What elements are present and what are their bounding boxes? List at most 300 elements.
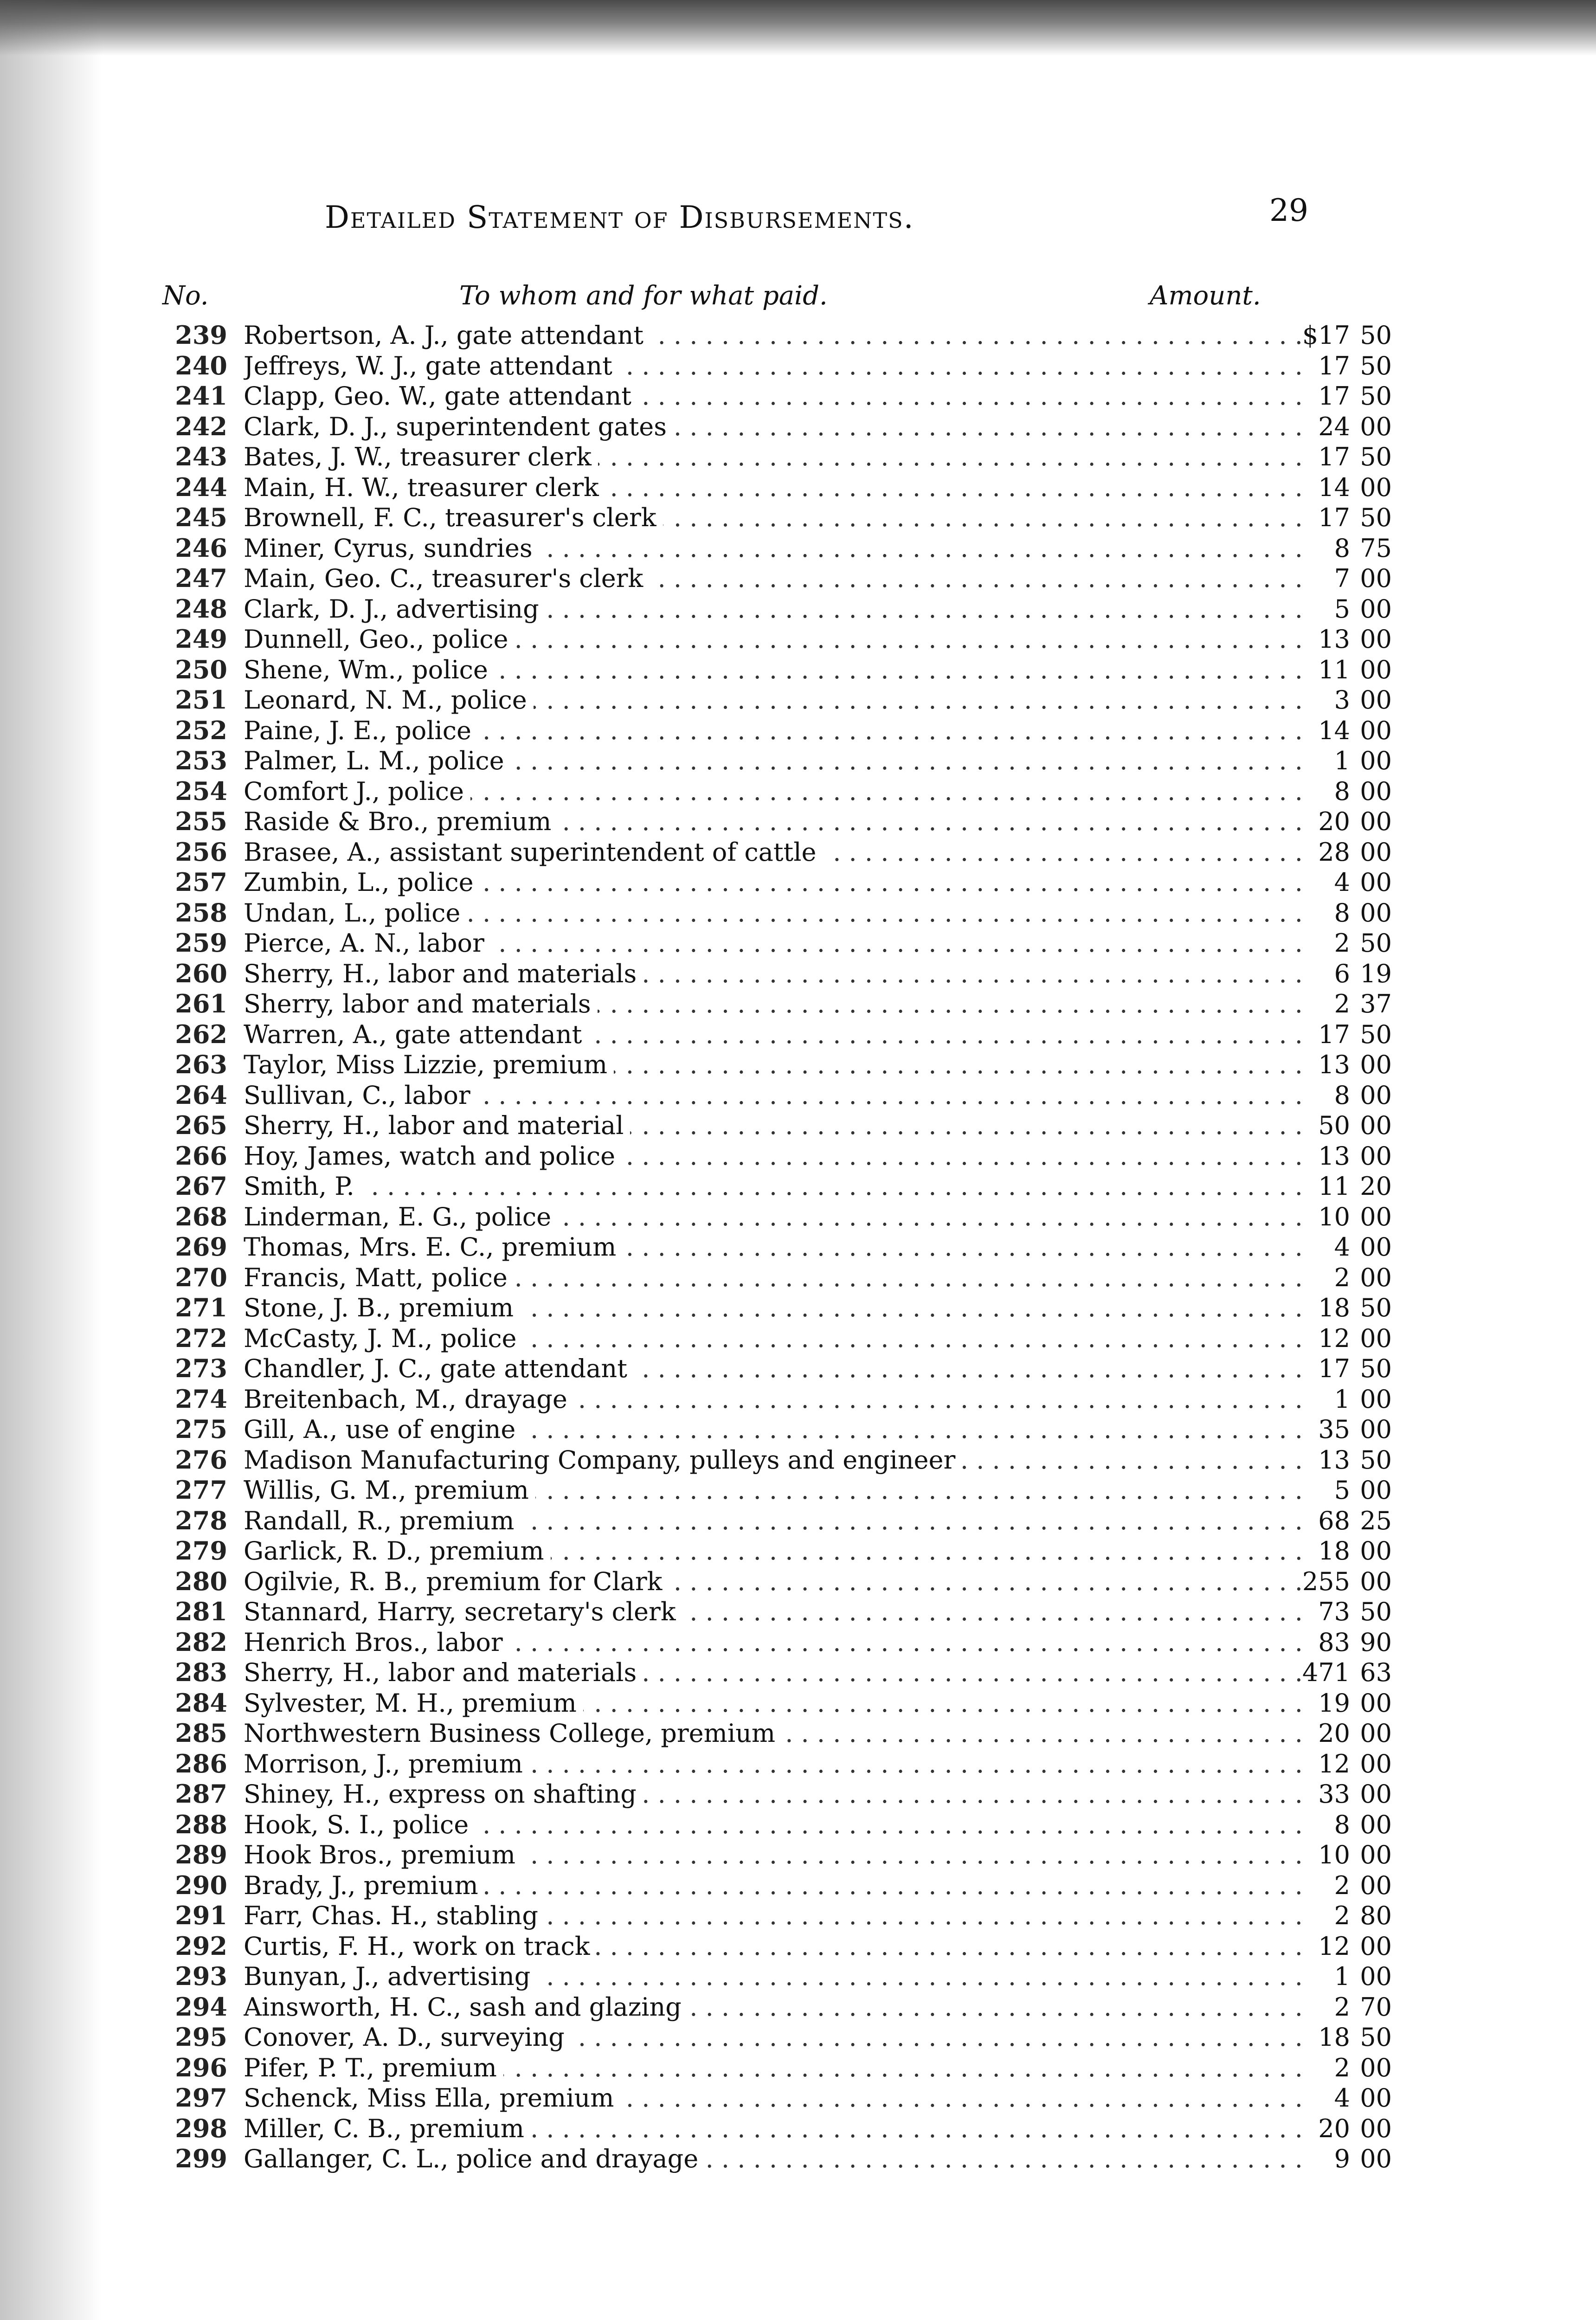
amount-dollars: 3 [1334, 685, 1350, 715]
amount [1267, 1445, 1392, 1476]
amount-cents: 00 [1360, 1536, 1392, 1566]
voucher-number: 255 [175, 806, 227, 836]
amount-dollars: 8 [1334, 533, 1350, 563]
amount-cents: 00 [1360, 1263, 1392, 1292]
table-row [158, 1597, 1392, 1627]
voucher-number: 242 [175, 411, 227, 441]
payee-description [244, 2022, 1306, 2053]
table-row [158, 350, 1392, 381]
amount-cents: 00 [1360, 1749, 1392, 1779]
table-row [158, 2083, 1392, 2114]
table-row [158, 1627, 1392, 1658]
voucher-number: 279 [175, 1536, 227, 1566]
voucher-number: 245 [175, 503, 227, 532]
voucher-number: 297 [175, 2083, 227, 2113]
payee-description [244, 2053, 1306, 2083]
payee-description [244, 685, 1306, 715]
amount-dollars: 9 [1334, 2144, 1350, 2173]
table-row [158, 624, 1392, 655]
payee-text: Miller, C. B., premium [244, 2114, 531, 2143]
voucher-number: 240 [175, 350, 227, 380]
amount-cents: 00 [1360, 1111, 1392, 1140]
payee-text: Hoy, James, watch and police [244, 1141, 622, 1171]
payee-description [244, 1475, 1306, 1506]
amount-dollars: 17 [1318, 503, 1350, 532]
payee-description [244, 1110, 1306, 1141]
amount-dollars: 10 [1318, 1202, 1350, 1231]
amount-cents: 00 [1360, 1232, 1392, 1262]
amount-dollars: 1 [1334, 1384, 1350, 1414]
voucher-number: 248 [175, 593, 227, 624]
voucher-number: 239 [175, 320, 227, 350]
voucher-number: 299 [175, 2144, 227, 2173]
payee-description [244, 1931, 1306, 1962]
amount-cents: 00 [1360, 1962, 1392, 1991]
amount-dollars: 14 [1318, 715, 1350, 745]
table-row [158, 1019, 1392, 1050]
voucher-number: 267 [175, 1171, 227, 1201]
payee-text: Gill, A., use of engine [244, 1415, 522, 1444]
amount-dollars: 10 [1318, 1840, 1350, 1869]
payee-text: Main, H. W., treasurer clerk [244, 473, 605, 502]
amount [1267, 563, 1392, 594]
amount-dollars: 12 [1318, 1749, 1350, 1779]
table-row [158, 411, 1392, 442]
amount [1267, 1323, 1392, 1354]
amount-cents: 50 [1360, 928, 1392, 958]
table-row [158, 563, 1392, 594]
payee-description [244, 442, 1306, 472]
voucher-number: 250 [175, 654, 227, 684]
amount-dollars: 11 [1318, 1172, 1350, 1201]
payee-text: Comfort J., police [244, 777, 470, 806]
payee-description [244, 533, 1306, 564]
voucher-number: 243 [175, 442, 227, 471]
amount-dollars: 18 [1318, 1293, 1350, 1322]
amount-dollars: 12 [1318, 1323, 1350, 1353]
amount-cents: 00 [1360, 685, 1392, 715]
amount [1267, 2083, 1392, 2114]
voucher-number: 268 [175, 1201, 227, 1231]
payee-text: Taylor, Miss Lizzie, premium [244, 1050, 614, 1079]
voucher-number: 258 [175, 897, 227, 928]
table-row [158, 1353, 1392, 1384]
voucher-number: 292 [175, 1931, 227, 1961]
amount-cents: 00 [1360, 1688, 1392, 1718]
amount-dollars: $17 [1302, 321, 1350, 350]
amount-dollars: 13 [1318, 1141, 1350, 1171]
table-row [158, 2113, 1392, 2144]
amount-cents: 90 [1360, 1627, 1392, 1657]
amount-dollars: 6 [1334, 959, 1350, 988]
payee-text: Clark, D. J., advertising [244, 594, 546, 624]
voucher-number: 241 [175, 381, 227, 411]
payee-description [244, 563, 1306, 594]
amount-dollars: 20 [1318, 1719, 1350, 1748]
amount-dollars: 8 [1334, 776, 1350, 806]
payee-description [244, 1657, 1306, 1688]
column-header-description: To whom and for what paid. [459, 281, 828, 311]
amount-cents: 00 [1360, 898, 1392, 928]
amount-dollars: 1 [1334, 746, 1350, 775]
amount [1267, 928, 1392, 959]
amount [1267, 594, 1392, 625]
payee-description [244, 715, 1306, 746]
amount [1267, 806, 1392, 837]
payee-description [244, 472, 1306, 503]
table-row [158, 1931, 1392, 1962]
page-header [325, 193, 1308, 248]
table-row [158, 1991, 1392, 2023]
payee-description [244, 1323, 1306, 1354]
payee-text: Raside & Bro., premium [244, 807, 558, 836]
amount [1267, 1506, 1392, 1536]
amount [1267, 1901, 1392, 1931]
amount-cents: 00 [1360, 2053, 1392, 2082]
payee-text: Undan, L., police [244, 898, 467, 928]
payee-description [244, 1506, 1306, 1536]
payee-text: Chandler, J. C., gate attendant [244, 1354, 634, 1383]
payee-description [244, 1536, 1306, 1566]
voucher-number: 266 [175, 1141, 227, 1171]
amount-dollars: 50 [1318, 1111, 1350, 1140]
table-row [158, 1505, 1392, 1536]
amount-cents: 63 [1360, 1658, 1392, 1687]
amount-cents: 00 [1360, 868, 1392, 897]
amount [1267, 2144, 1392, 2174]
voucher-number: 269 [175, 1232, 227, 1262]
amount-cents: 19 [1360, 959, 1392, 988]
scan-edge-top [0, 0, 1596, 56]
payee-description [244, 1597, 1306, 1627]
amount-dollars: 2 [1334, 1870, 1350, 1900]
amount-dollars: 13 [1318, 1445, 1350, 1475]
payee-description [244, 381, 1306, 412]
table-row [158, 1444, 1392, 1476]
table-row [158, 503, 1392, 533]
table-row [158, 837, 1392, 868]
payee-text: Gallanger, C. L., police and drayage [244, 2144, 705, 2173]
payee-text: Jeffreys, W. J., gate attendant [244, 351, 619, 380]
voucher-number: 278 [175, 1505, 227, 1535]
payee-description [244, 2114, 1306, 2144]
amount [1267, 1810, 1392, 1840]
amount [1267, 1293, 1392, 1323]
table-row [158, 1536, 1392, 1566]
table-row [158, 1688, 1392, 1719]
voucher-number: 265 [175, 1110, 227, 1140]
amount-cents: 00 [1360, 1870, 1392, 1900]
amount-dollars: 17 [1318, 351, 1350, 380]
table-row [158, 1080, 1392, 1111]
payee-text: Brasee, A., assistant superintendent of cattle [244, 838, 823, 867]
payee-description [244, 1171, 1306, 1202]
table-row [158, 928, 1392, 959]
payee-text: Zumbin, L., police [244, 868, 480, 897]
payee-text: Bates, J. W., treasurer clerk [244, 442, 598, 471]
voucher-number: 298 [175, 2113, 227, 2143]
amount-dollars: 11 [1318, 655, 1350, 684]
amount [1267, 320, 1392, 351]
voucher-number: 246 [175, 533, 227, 563]
payee-description [244, 1232, 1306, 1263]
scan-edge-left [0, 0, 102, 2320]
amount-cents: 50 [1360, 381, 1392, 411]
payee-description [244, 746, 1306, 776]
voucher-number: 251 [175, 685, 227, 715]
amount [1267, 2114, 1392, 2144]
amount-cents: 00 [1360, 807, 1392, 836]
amount-cents: 00 [1360, 2114, 1392, 2143]
payee-text: Henrich Bros., labor [244, 1628, 509, 1657]
table-row [158, 776, 1392, 807]
amount-cents: 50 [1360, 1354, 1392, 1383]
amount-cents: 00 [1360, 1384, 1392, 1414]
amount [1267, 2022, 1392, 2053]
table-row [158, 1475, 1392, 1506]
voucher-number: 253 [175, 746, 227, 775]
voucher-number: 283 [175, 1657, 227, 1687]
voucher-number: 295 [175, 2022, 227, 2052]
amount [1267, 1232, 1392, 1263]
amount-cents: 00 [1360, 472, 1392, 502]
payee-text: Conover, A. D., surveying [244, 2023, 571, 2052]
amount [1267, 1384, 1392, 1415]
amount [1267, 1110, 1392, 1141]
payee-description [244, 1810, 1306, 1840]
amount [1267, 898, 1392, 928]
amount-dollars: 2 [1334, 1901, 1350, 1930]
amount [1267, 715, 1392, 746]
voucher-number: 287 [175, 1779, 227, 1809]
amount [1267, 1779, 1392, 1810]
payee-text: Ogilvie, R. B., premium for Clark [244, 1567, 669, 1596]
amount-cents: 70 [1360, 1992, 1392, 2022]
table-row [158, 1232, 1392, 1263]
voucher-number: 261 [175, 989, 227, 1018]
page-number: 29 [1269, 193, 1308, 228]
payee-description [244, 1992, 1306, 2023]
amount-dollars: 2 [1334, 2053, 1350, 2082]
amount-cents: 00 [1360, 1779, 1392, 1809]
table-row [158, 320, 1392, 351]
voucher-number: 296 [175, 2052, 227, 2082]
voucher-number: 294 [175, 1991, 227, 2022]
voucher-number: 277 [175, 1475, 227, 1505]
table-row [158, 1748, 1392, 1779]
amount-cents: 00 [1360, 1719, 1392, 1748]
amount-cents: 00 [1360, 1080, 1392, 1110]
amount-dollars: 20 [1318, 807, 1350, 836]
voucher-number: 288 [175, 1809, 227, 1839]
table-row [158, 1201, 1392, 1232]
amount [1267, 351, 1392, 381]
payee-description [244, 1019, 1306, 1050]
amount-dollars: 4 [1334, 868, 1350, 897]
voucher-number: 259 [175, 928, 227, 958]
voucher-number: 291 [175, 1901, 227, 1930]
voucher-number: 270 [175, 1262, 227, 1292]
table-row [158, 1323, 1392, 1354]
amount-dollars: 2 [1334, 928, 1350, 958]
amount-dollars: 2 [1334, 989, 1350, 1018]
payee-text: Madison Manufacturing Company, pulleys and engineer [244, 1445, 962, 1475]
payee-description [244, 776, 1306, 807]
payee-text: Hook, S. I., police [244, 1810, 475, 1839]
amount [1267, 837, 1392, 868]
payee-description [244, 1263, 1306, 1293]
amount [1267, 1718, 1392, 1749]
payee-text: Sherry, H., labor and material [244, 1111, 630, 1140]
disbursement-table [158, 320, 1392, 2174]
table-row [158, 593, 1392, 625]
amount-dollars: 35 [1318, 1415, 1350, 1444]
voucher-number: 264 [175, 1080, 227, 1110]
payee-text: Stannard, Harry, secretary's clerk [244, 1597, 682, 1626]
amount-dollars: 14 [1318, 472, 1350, 502]
amount [1267, 1019, 1392, 1050]
payee-description [244, 320, 1306, 351]
table-row [158, 867, 1392, 898]
payee-description [244, 1202, 1306, 1232]
payee-text: Shene, Wm., police [244, 655, 495, 684]
amount-dollars: 17 [1318, 442, 1350, 471]
payee-text: Bunyan, J., advertising [244, 1962, 537, 1991]
payee-text: Hook Bros., premium [244, 1840, 522, 1869]
amount-dollars: 19 [1318, 1688, 1350, 1718]
table-row [158, 1262, 1392, 1293]
amount [1267, 1202, 1392, 1232]
running-title: Detailed Statement of Disbursements. [325, 200, 914, 235]
amount-cents: 00 [1360, 1566, 1392, 1596]
amount-dollars: 7 [1334, 564, 1350, 593]
voucher-number: 273 [175, 1353, 227, 1383]
amount-dollars: 20 [1318, 2114, 1350, 2143]
amount-dollars: 1 [1334, 1962, 1350, 1991]
payee-description [244, 1779, 1306, 1810]
payee-text: Linderman, E. G., police [244, 1202, 558, 1231]
amount-cents: 00 [1360, 2083, 1392, 2113]
table-row [158, 381, 1392, 412]
table-row [158, 746, 1392, 776]
amount [1267, 1141, 1392, 1172]
payee-text: Shiney, H., express on shafting [244, 1779, 643, 1809]
amount [1267, 746, 1392, 776]
amount-dollars: 471 [1302, 1658, 1350, 1687]
amount-cents: 00 [1360, 2144, 1392, 2173]
payee-text: Sherry, H., labor and materials [244, 1658, 643, 1687]
amount [1267, 1080, 1392, 1111]
amount [1267, 776, 1392, 807]
amount [1267, 1961, 1392, 1992]
voucher-number: 252 [175, 715, 227, 745]
payee-text: McCasty, J. M., police [244, 1324, 523, 1353]
table-row [158, 897, 1392, 928]
amount [1267, 624, 1392, 655]
payee-description [244, 806, 1306, 837]
amount [1267, 655, 1392, 685]
amount [1267, 1353, 1392, 1384]
payee-description [244, 1901, 1306, 1931]
table-row [158, 1566, 1392, 1597]
amount-cents: 00 [1360, 776, 1392, 806]
payee-text: Sylvester, M. H., premium [244, 1688, 583, 1718]
payee-description [244, 898, 1306, 928]
voucher-number: 280 [175, 1566, 227, 1596]
payee-description [244, 624, 1306, 655]
voucher-number: 274 [175, 1384, 227, 1414]
column-header-amount: Amount. [1150, 281, 1261, 311]
payee-text: Sullivan, C., labor [244, 1081, 477, 1110]
amount [1267, 1749, 1392, 1779]
payee-description [244, 503, 1306, 533]
voucher-number: 263 [175, 1050, 227, 1079]
voucher-number: 290 [175, 1870, 227, 1900]
payee-text: Smith, P. [244, 1172, 361, 1201]
payee-text: Breitenbach, M., drayage [244, 1385, 574, 1414]
amount-dollars: 4 [1334, 1232, 1350, 1262]
payee-text: Randall, R., premium [244, 1506, 521, 1535]
payee-text: Northwestern Business College, premium [244, 1719, 782, 1748]
amount-dollars: 8 [1334, 898, 1350, 928]
amount-cents: 50 [1360, 1019, 1392, 1049]
amount-cents: 75 [1360, 533, 1392, 563]
amount [1267, 472, 1392, 503]
payee-text: Dunnell, Geo., police [244, 625, 515, 654]
amount-dollars: 5 [1334, 594, 1350, 624]
voucher-number: 247 [175, 563, 227, 593]
amount-cents: 50 [1360, 442, 1392, 471]
amount [1267, 1414, 1392, 1445]
amount-cents: 00 [1360, 1415, 1392, 1444]
payee-description [244, 1353, 1306, 1384]
table-row [158, 685, 1392, 715]
amount-dollars: 28 [1318, 837, 1350, 867]
table-row [158, 1414, 1392, 1445]
amount [1267, 1627, 1392, 1658]
table-row [158, 1110, 1392, 1141]
voucher-number: 262 [175, 1019, 227, 1049]
payee-text: Brady, J., premium [244, 1871, 485, 1900]
amount [1267, 1931, 1392, 1962]
amount-cents: 50 [1360, 351, 1392, 380]
voucher-number: 282 [175, 1627, 227, 1657]
payee-description [244, 1384, 1306, 1415]
payee-text: Sherry, H., labor and materials [244, 959, 643, 988]
amount [1267, 442, 1392, 472]
table-row [158, 1809, 1392, 1840]
payee-description [244, 2144, 1306, 2174]
payee-text: Farr, Chas. H., stabling [244, 1901, 545, 1930]
table-row [158, 654, 1392, 685]
table-row [158, 1961, 1392, 1992]
amount-cents: 50 [1360, 1293, 1392, 1322]
amount [1267, 1050, 1392, 1080]
payee-description [244, 959, 1306, 989]
payee-text: Clapp, Geo. W., gate attendant [244, 381, 638, 411]
voucher-number: 254 [175, 776, 227, 806]
voucher-number: 275 [175, 1414, 227, 1444]
payee-text: Morrison, J., premium [244, 1749, 529, 1779]
amount-dollars: 24 [1318, 412, 1350, 441]
amount-cents: 50 [1360, 2023, 1392, 2052]
amount-dollars: 68 [1318, 1506, 1350, 1535]
payee-text: Thomas, Mrs. E. C., premium [244, 1232, 623, 1262]
amount-cents: 00 [1360, 594, 1392, 624]
table-row [158, 1870, 1392, 1901]
amount [1267, 1992, 1392, 2023]
payee-text: Paine, J. E., police [244, 716, 478, 745]
